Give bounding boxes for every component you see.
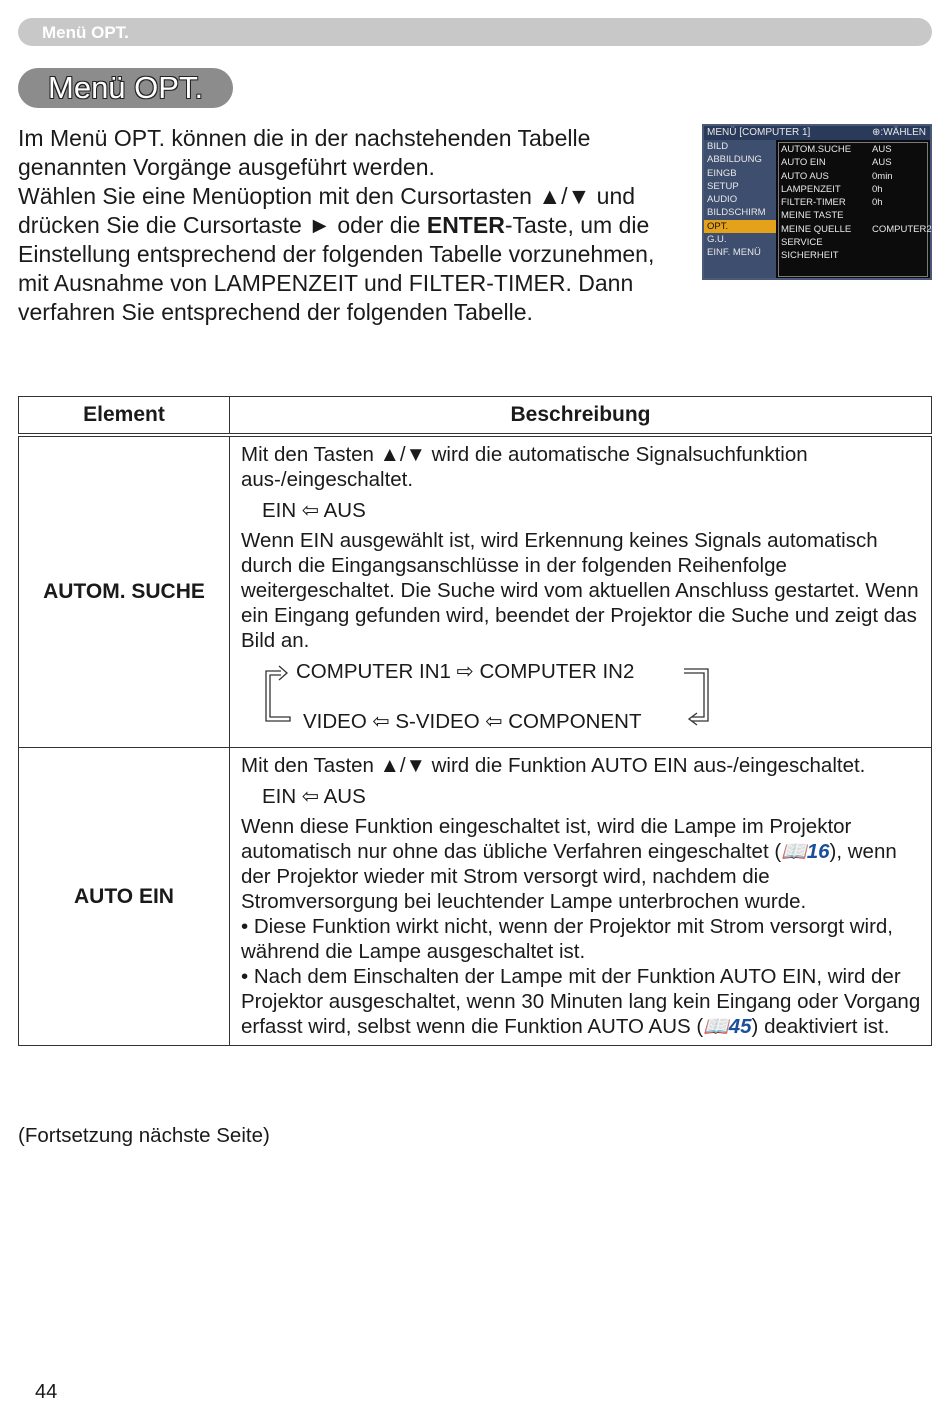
options-table	[18, 396, 932, 1046]
osd-option-row	[779, 209, 927, 222]
page-title-pill	[18, 68, 233, 108]
option-values: EIN ⇦ AUS	[262, 498, 366, 522]
osd-option-key: MEINE TASTE	[781, 210, 844, 222]
osd-option-key: SERVICE	[781, 237, 823, 249]
osd-menu-item: SETUP	[707, 180, 739, 192]
column-header-element: Element	[19, 397, 230, 435]
table-header-row	[19, 397, 932, 435]
osd-options-panel	[778, 142, 932, 277]
osd-option-value: COMPUTER2	[872, 223, 932, 235]
description-text: Mit den Tasten ▲/▼ wird die automatische Signalsuchfunktion aus-/eingeschaltet.	[241, 442, 808, 491]
osd-menu-item: AUDIO	[707, 194, 738, 206]
description-text	[241, 814, 921, 914]
note-bullet: • Diese Funktion wirkt nicht, wenn der Projektor mit Strom versorgt wird, während die Lampe ausgeschaltet ist.	[241, 914, 893, 963]
osd-menu-item: EINF. MENÜ	[707, 247, 761, 259]
page-title: Menü OPT.	[48, 70, 204, 105]
table-row	[19, 747, 932, 1045]
osd-option-row	[779, 249, 927, 262]
description-text: Wenn EIN ausgewählt ist, wird Erkennung keines Signals automatisch durch die Eingangsanschlüsse in der folgenden Reihenfolge weitergeschaltet. Die Suche wird vom aktuellen Anschluss gestartet. Wenn ein Eingang gefunden wird, beendet der Projektor die Suche und zeigt das Bild an.	[241, 528, 919, 652]
osd-option-key: MEINE QUELLE	[781, 223, 852, 235]
page-number: 44	[35, 1381, 58, 1401]
page-reference-number: 16	[806, 839, 830, 863]
flow-top-row: COMPUTER IN1 ⇨ COMPUTER IN2	[296, 659, 635, 683]
note-bullet	[241, 964, 921, 1039]
continuation-note: (Fortsetzung nächste Seite)	[18, 1124, 270, 1147]
osd-option-row	[779, 170, 927, 183]
intro-paragraph-1: Im Menü OPT. können die in der nachstehenden Tabelle genannten Vorgänge ausgeführt werden.	[18, 125, 591, 180]
description-cell	[230, 747, 932, 1045]
osd-menu-list	[704, 140, 776, 278]
osd-title: MENÜ [COMPUTER 1]	[707, 127, 811, 138]
flow-bottom-row: VIDEO ⇦ S-VIDEO ⇦ COMPONENT	[303, 709, 642, 733]
osd-option-key: SICHERHEIT	[781, 250, 839, 262]
element-cell: AUTOM. SUCHE	[19, 435, 230, 748]
page-reference-number: 45	[728, 1014, 752, 1038]
page-reference-link[interactable]	[703, 1015, 751, 1038]
intro-text	[18, 124, 668, 327]
osd-option-value: AUS	[872, 157, 892, 169]
option-values: EIN ⇦ AUS	[262, 784, 366, 808]
osd-option-value: 0h	[872, 197, 883, 209]
description-fragment: Wenn diese Funktion eingeschaltet ist, wird die Lampe im Projektor automatisch nur ohne das übliche Verfahren eingeschaltet (	[241, 814, 852, 863]
osd-option-key: AUTOM.SUCHE	[781, 144, 852, 155]
input-search-order-diagram	[241, 657, 921, 741]
osd-menu-item: BILD	[707, 141, 729, 152]
osd-option-value: 0h	[872, 183, 883, 195]
osd-option-row	[779, 143, 927, 156]
element-cell: AUTO EIN	[19, 747, 230, 1045]
column-header-description: Beschreibung	[230, 397, 932, 435]
book-icon: 📖	[703, 1014, 729, 1038]
osd-select-hint: ⊕:WÄHLEN	[872, 127, 926, 138]
description-cell	[230, 435, 932, 748]
book-icon: 📖	[781, 839, 807, 863]
intro-paragraph-2-end: -Taste, um die Einstellung entsprechend der folgenden Tabelle vorzunehmen, mit Ausnahme von LAMPENZEIT und FILTER-TIMER. Dann verfahren Sie entsprechend der folgenden Tabelle.	[18, 212, 655, 325]
osd-title-bar	[704, 126, 930, 140]
osd-option-row	[779, 223, 932, 236]
description-text: Mit den Tasten ▲/▼ wird die Funktion AUTO EIN aus-/eingeschaltet.	[241, 753, 866, 777]
section-header-label: Menü OPT.	[42, 23, 129, 42]
osd-option-key: AUTO AUS	[781, 170, 829, 182]
osd-option-row	[779, 236, 927, 249]
intro-paragraph-2-start: Wählen Sie eine Menüoption mit den Cursortasten ▲/▼ und drücken Sie die Cursortaste ► oder die	[18, 183, 636, 238]
page-reference-link[interactable]	[781, 840, 829, 863]
osd-menu-item: ABBILDUNG	[707, 154, 762, 166]
osd-option-value: 0min	[872, 170, 893, 182]
description-fragment: • Nach dem Einschalten der Lampe mit der Funktion AUTO EIN, wird der Projektor ausgeschaltet, wenn 30 Minuten lang kein Eingang oder Vorgang erfasst wird, selbst wenn die Funktion AUTO AUS (	[241, 964, 921, 1038]
osd-option-row	[779, 196, 927, 209]
description-fragment: ) deaktiviert ist.	[751, 1014, 890, 1038]
osd-option-row	[779, 156, 927, 169]
osd-option-key: FILTER-TIMER	[781, 197, 846, 209]
table-row	[19, 435, 932, 748]
osd-menu-item: BILDSCHIRM	[707, 207, 766, 219]
osd-option-value: AUS	[872, 144, 892, 155]
description-fragment: ), wenn der Projektor wieder mit Strom versorgt wird, nachdem die Stromversorgung bei leuchtender Lampe unterbrochen wurde.	[241, 839, 897, 913]
osd-menu-screenshot	[702, 124, 932, 280]
osd-option-key: AUTO EIN	[781, 157, 826, 169]
osd-menu-item: EINGB	[707, 167, 737, 179]
enter-key-label: ENTER	[426, 212, 505, 238]
osd-menu-item: G.U.	[707, 234, 727, 246]
osd-option-key: LAMPENZEIT	[781, 183, 841, 195]
osd-menu-item-selected: OPT.	[704, 220, 776, 233]
osd-option-row	[779, 183, 927, 196]
section-header-bar	[18, 18, 932, 46]
